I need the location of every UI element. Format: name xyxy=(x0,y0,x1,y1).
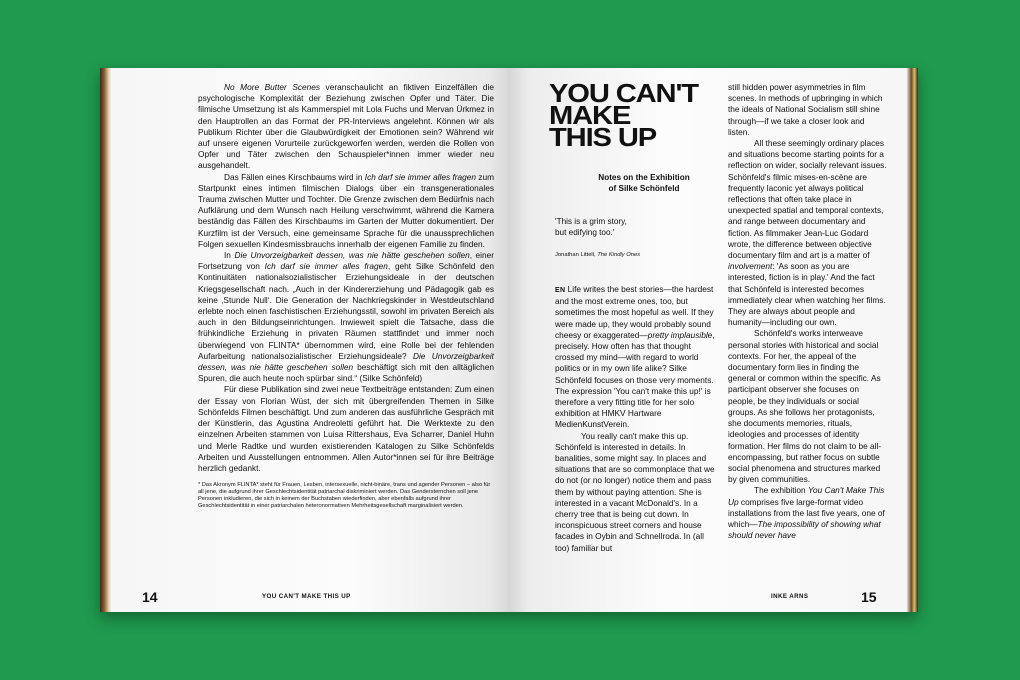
title-line: MAKE xyxy=(549,100,631,130)
page-number-left: 14 xyxy=(142,589,158,605)
article-subtitle xyxy=(549,172,739,194)
text-run: comprises five large-format video installations from the last five years, one of which— xyxy=(728,496,885,529)
left-paragraphs xyxy=(198,82,494,474)
page-edges-left xyxy=(100,68,112,612)
epigraph-source xyxy=(555,252,735,258)
text-run: Für diese Publikation sind zwei neue Textbeiträge entstanden: Zum einen der Essay von Florian Wüst, der sich mit übergreifenden Themen in Silke Schönfelds Filmen beschäftigt. Und zum anderen das ausführliche Gespräch mit der Künstlerin, das Agustina Andreoletti geführt hat. Die Werktexte zu den einzelnen Arbeiten stammen von Luisa Rittershaus, Eva Scharrer, Daniel Huhn und Merle Radtke und wurden existierenden Katalogen zu Silke Schönfelds Arbeiten und Ausstellungen entnommen. Allen Autor*innen sei für ihre Beiträge herzlich gedankt. xyxy=(198,384,494,473)
text-run: still hidden power asymmetries in film scenes. In methods of upbringing in which the ideals of National Socialism still shine through—if we take a closer look and listen. xyxy=(728,82,883,137)
page-number-right: 15 xyxy=(861,589,877,605)
text-run: You really can't make this up. Schönfeld is interested in details. In banalities, some might say. In places and situations that are so commonplace that we do not (or no longer) notice them and pass them by without paying attention. She is interested in a vacant McDonald's. In a cherry tree that is being cut down. In inconspicuous street corners and house facades in Oybin and Schnellroda. In (all too) familiar but xyxy=(555,430,715,553)
subtitle-line: Notes on the Exhibition xyxy=(598,173,690,182)
article-title xyxy=(549,78,728,152)
paragraph xyxy=(728,485,888,541)
title-line: THIS UP xyxy=(549,122,657,152)
quote-line: 'This is a grim story, xyxy=(555,217,627,226)
language-tag: EN xyxy=(555,287,566,294)
paragraph xyxy=(728,138,888,328)
left-page xyxy=(112,68,509,612)
column-2-paragraphs xyxy=(728,82,888,541)
text-run: beschäftigt sich mit den alltäglichen Spuren, die auch heute noch spürbar sind.“ (Silke Schönfeld) xyxy=(198,362,494,384)
text-run: All these seemingly ordinary places and situations become starting points for a reflection on wider, socially relevant issues. Schönfeld's filmic mises-en-scène are frequently laconic yet always political reflections that often take place in unexpected spatial and temporal contexts, and range between documentary and fiction. As filmmaker Jean-Luc Godard wrote, the difference between objective documentary film and art is a matter of xyxy=(728,138,887,261)
text-run: In xyxy=(224,250,235,261)
text-run: , geht Silke Schönfeld den Kontinuitäten nationalsozialistischer Erziehungsideale in der deutschen Kriegsgesellschaft nach. „Auch in der Kindererziehung und Pädagogik gab es keine ‚Stunde Null‘. Die Generation der Nachkriegskinder in Westdeutschland erlebte noch einen faschistischen Erziehungsstil, sowohl im privaten Bereich als auch in den Bildungseinrichtungen. Inwieweit spielt die Tatsache, dass die frühkindliche Erziehung in privaten Räumen stattfindet und immer noch überwiegend von FLINTA* übernommen wird, eine Rolle bei der fehlenden Aufarbeitung nationalsozialistischer Erziehungsideale? xyxy=(198,261,494,361)
right-text-column-1 xyxy=(555,284,715,554)
text-run: zum Startpunkt eines intimen filmischen Dialogs über ein transgenerationales Trauma zwischen Mutter und Tochter. Die Grenze zwischen dem Bedürfnis nach Aufklärung und dem Wunsch nach Heilung verschwimmt, während die Kamera beständig das Fällen des Kirschbaums im Garten der Mutter dokumentiert. Der Kurzfilm ist der Versuch, eine gemeinsame Sprache für die unaussprechlichen Folgen sexuellen Kindesmissbrauchs innerhalb der eigenen Familie zu finden. xyxy=(198,171,494,249)
quote-author: Jonathan Littell, xyxy=(555,252,598,258)
footnote: * Das Akronym FLINTA* steht für Frauen, Lesben, intersexuelle, nicht-binäre, trans und agender Personen – also für all jene, die aufgrund ihrer Geschlechtsidentität patriarchal diskriminiert werden. Das Gendersternchen soll jene Personen inkludieren, die sich in keinem der Buchstaben wiederfinden, aber ebenfalls aufgrund ihrer Geschlechtsidentität in einer patriarchalen heteronormativen Mehrheitsgesellschaft marginalisiert werden. xyxy=(198,482,491,510)
paragraph xyxy=(198,172,494,250)
epigraph-quote xyxy=(555,216,715,238)
italic-run: Die Unvorzeigbarkeit dessen, was nie hätte geschehen sollen xyxy=(234,250,470,261)
text-run: veranschaulicht an fiktiven Einzelfällen die psychologische Komplexität der Beziehung zwischen Opfer und Täter. Die filmische Umsetzung ist als Kammerspiel mit Lola Fuchs und Mervan Ürkmez in den Hauptrollen an das Format der PR-Interviews angelehnt. Können wir als Publikum Richter über die Glaubwürdigkeit der Emotionen sein? Während wir auf unsere eigenen Vorurteile zurückgeworfen werden, werden die Rollen von Opfer und Täter zwischen den Schauspieler*innen immer wieder neu ausgehandelt. xyxy=(198,82,494,171)
paragraph xyxy=(728,82,888,138)
right-page xyxy=(509,68,906,612)
text-run: The exhibition xyxy=(754,485,808,496)
italic-run: involvement xyxy=(728,261,773,272)
paragraph xyxy=(555,431,715,554)
paragraph xyxy=(728,328,888,485)
right-text-column-2 xyxy=(728,82,888,541)
text-run: , einer Fortsetzung von xyxy=(198,250,494,272)
title-line: YOU CAN'T xyxy=(549,78,698,108)
page-edges-right xyxy=(906,68,918,612)
left-text-column xyxy=(198,82,494,516)
paragraph xyxy=(198,82,494,172)
text-run: Das Fällen eines Kirschbaums wird in xyxy=(224,171,365,182)
text-run: Schönfeld's works interweave personal stories with historical and social contexts. For her, the appeal of the documentary form lies in finding the general or common within the specific. As participant observer she focuses on people, be they individuals or social groups. As she follows her protagonists, she documents memories, rituals, ideologies and processes of identity formation. Her films do not claim to be all-encompassing, but rather focus on subtle social phenomena and structures marked by given communities. xyxy=(728,328,882,485)
italic-run: Die Unvorzeigbarkeit dessen, was nie hätte geschehen sollen xyxy=(198,350,494,373)
italic-run: pretty implausible xyxy=(647,329,713,340)
subtitle-line: of Silke Schönfeld xyxy=(608,184,680,193)
quote-line: but edifying too.' xyxy=(555,228,615,237)
italic-run: No More Butter Scenes xyxy=(224,82,320,92)
paragraph xyxy=(555,284,715,431)
italic-run: Ich darf sie immer alles fragen xyxy=(364,171,476,182)
italic-run: The impossibility of showing what should never have xyxy=(728,518,881,541)
open-book xyxy=(100,68,918,612)
italic-run: Ich darf sie immer alles fragen xyxy=(264,261,388,272)
paragraph xyxy=(198,250,494,384)
italic-run: You Can't Make This Up xyxy=(728,485,885,507)
text-run: Life writes the best stories—the hardest and the most extreme ones, too, but sometimes the most hopeful as well. If they were made up, they would probably sound cheesy or exaggerated— xyxy=(555,284,714,340)
quote-work: The Kindly Ones xyxy=(597,252,641,258)
column-1-paragraphs xyxy=(555,284,715,554)
running-head-right: INKE ARNS xyxy=(771,593,809,600)
text-run: , precisely. How often has that thought crossed my mind—with regard to world politics or in my own life alike? Silke Schönfeld focuses on those very moments. The expression 'You can't make this up!' is therefore a very fitting title for her solo exhibition at HMKV Hartware MedienKunstVerein. xyxy=(555,329,715,430)
text-run: : 'As soon as you are interested, fiction is in play.' And the fact that Schönfeld is interested becomes immediately clear when watching her films. They are always about people and humanity—including our own. xyxy=(728,261,886,328)
paragraph xyxy=(198,384,494,474)
running-head-left: YOU CAN'T MAKE THIS UP xyxy=(262,593,351,600)
